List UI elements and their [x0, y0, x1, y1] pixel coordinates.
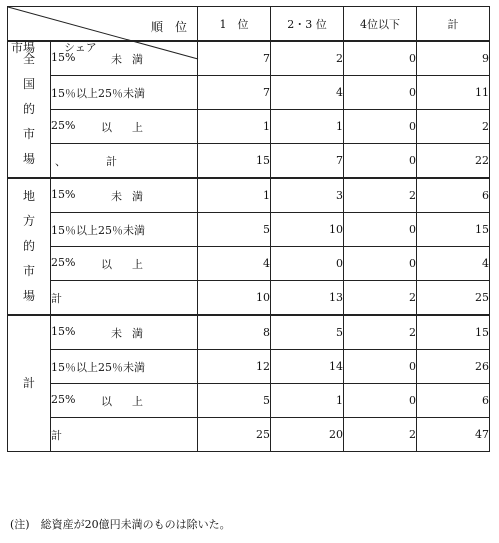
share-label: 15％以上25％未満: [51, 76, 198, 110]
cell: 2: [344, 178, 417, 213]
table-row: [8, 110, 490, 144]
group-label-regional: 地 方 的 市 場: [8, 178, 51, 315]
cell: 0: [344, 384, 417, 418]
cell: 47: [417, 418, 490, 452]
cell: 22: [417, 144, 490, 179]
cell: 0: [344, 350, 417, 384]
cell: 2: [344, 281, 417, 316]
cell: 10: [271, 213, 344, 247]
table-row: [8, 281, 490, 316]
cell: 7: [198, 41, 271, 76]
cell: 4: [271, 76, 344, 110]
cell: 25: [198, 418, 271, 452]
cell: 10: [198, 281, 271, 316]
col-header-rank-2-3: 2・3 位: [271, 7, 344, 42]
cell: 12: [198, 350, 271, 384]
corner-share-label: シェア: [64, 41, 97, 54]
group-label-total: 計: [8, 315, 51, 452]
table-row: [8, 315, 490, 350]
table-row: [8, 247, 490, 281]
market-share-table: [7, 6, 490, 452]
table-row: [8, 384, 490, 418]
cell: 15: [198, 144, 271, 179]
share-label: 15％以上25％未満: [51, 213, 198, 247]
table-row: [8, 418, 490, 452]
table-row: [8, 178, 490, 213]
cell: 5: [198, 213, 271, 247]
cell: 0: [344, 76, 417, 110]
cell: 0: [271, 247, 344, 281]
table-footnote: (注) 総資産が20億円未満のものは除いた。: [10, 518, 231, 531]
col-header-rank-4-plus: 4位以下: [344, 7, 417, 42]
share-label: 15％以上25％未満: [51, 350, 198, 384]
cell: 2: [417, 110, 490, 144]
cell: 3: [271, 178, 344, 213]
cell: 4: [198, 247, 271, 281]
cell: 0: [344, 247, 417, 281]
cell: 2: [344, 418, 417, 452]
table-row: [8, 213, 490, 247]
share-label: 15% 未 満: [51, 315, 198, 350]
share-label: 25% 以 上: [51, 110, 198, 144]
cell: 25: [417, 281, 490, 316]
cell: 1: [271, 110, 344, 144]
share-label: 、 計: [51, 144, 198, 179]
table-row: [8, 76, 490, 110]
cell: 20: [271, 418, 344, 452]
share-label: 15% 未 満: [51, 41, 198, 76]
cell: 0: [344, 110, 417, 144]
corner-cell: [8, 7, 198, 55]
share-label: 25% 以 上: [51, 384, 198, 418]
header-row: [8, 7, 490, 42]
cell: 0: [344, 41, 417, 76]
cell: 26: [417, 350, 490, 384]
corner-rank-label: 順 位: [150, 20, 187, 34]
cell: 1: [198, 110, 271, 144]
table-row: [8, 350, 490, 384]
cell: 13: [271, 281, 344, 316]
cell: 7: [271, 144, 344, 179]
cell: 15: [417, 315, 490, 350]
cell: 15: [417, 213, 490, 247]
cell: 5: [271, 315, 344, 350]
cell: 1: [271, 384, 344, 418]
share-label: 計: [51, 418, 198, 452]
cell: 7: [198, 76, 271, 110]
corner-market-label: 市場: [11, 41, 36, 55]
table-row: [8, 144, 490, 179]
col-header-rank-1: 1 位: [198, 7, 271, 42]
cell: 1: [198, 178, 271, 213]
cell: 5: [198, 384, 271, 418]
cell: 6: [417, 384, 490, 418]
cell: 4: [417, 247, 490, 281]
group-label-national: 全 国 的 市 場: [8, 41, 51, 178]
share-label: 15% 未 満: [51, 178, 198, 213]
cell: 14: [271, 350, 344, 384]
cell: 8: [198, 315, 271, 350]
col-header-total: 計: [417, 7, 490, 42]
cell: 2: [344, 315, 417, 350]
cell: 2: [271, 41, 344, 76]
cell: 0: [344, 144, 417, 179]
cell: 9: [417, 41, 490, 76]
share-label: 計: [51, 281, 198, 316]
cell: 0: [344, 213, 417, 247]
cell: 11: [417, 76, 490, 110]
share-label: 25% 以 上: [51, 247, 198, 281]
cell: 6: [417, 178, 490, 213]
